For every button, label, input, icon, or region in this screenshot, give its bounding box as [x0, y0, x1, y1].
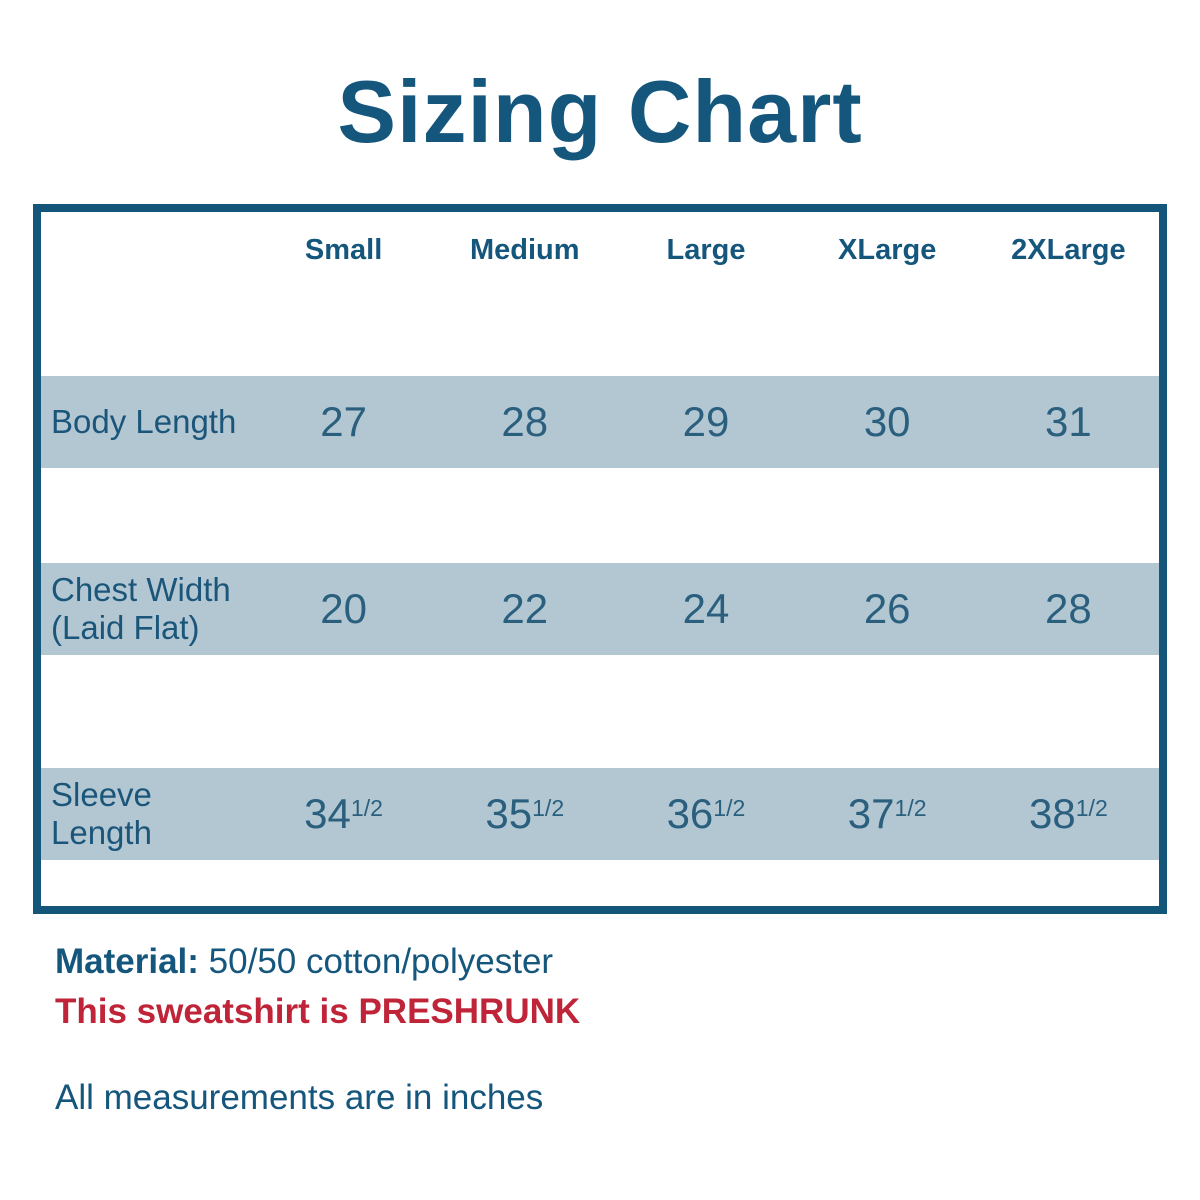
cell-value-fraction: 1/2 [894, 794, 927, 821]
row-spacer [41, 468, 1159, 563]
row-label: Body Length [51, 403, 237, 441]
preshrunk-word: PRESHRUNK [358, 992, 581, 1032]
cell-sleeve-length-large [615, 790, 796, 838]
row-label: Sleeve Length [51, 776, 152, 852]
column-header-medium: Medium [470, 234, 580, 267]
cell-value-fraction: 1/2 [713, 794, 746, 821]
cell-chest-width-large [615, 585, 796, 633]
material-line [55, 942, 1200, 982]
cell-sleeve-length-2xlarge [978, 790, 1159, 838]
column-header-2xlarge: 2XLarge [1011, 234, 1126, 267]
notes-section [55, 942, 1200, 1118]
column-header-large: Large [666, 234, 746, 267]
material-label: Material: [55, 942, 199, 982]
cell-value-base: 31 [1045, 398, 1092, 446]
table-row-chest-width [41, 563, 1159, 655]
cell-value-fraction: 1/2 [1075, 794, 1108, 821]
cell-value-fraction: 1/2 [350, 794, 383, 821]
cell-value-base: 26 [863, 585, 911, 633]
cell-value-base: 36 [666, 790, 714, 838]
cell-value-base: 28 [1045, 585, 1092, 633]
cell-body-length-small [253, 398, 434, 446]
cell-chest-width-xlarge [797, 585, 978, 633]
cell-value-fraction: 1/2 [532, 794, 565, 821]
table-header-row [41, 212, 1159, 376]
measurements-note: All measurements are in inches [55, 1078, 544, 1118]
cell-value-base: 27 [320, 398, 367, 446]
cell-chest-width-medium [434, 585, 615, 633]
cell-value-base: 20 [320, 585, 367, 633]
cell-chest-width-2xlarge [978, 585, 1159, 633]
column-header-small: Small [304, 234, 383, 267]
row-label-sub: (Laid Flat) [51, 609, 200, 647]
cell-value-base: 35 [485, 790, 533, 838]
cell-value-base: 22 [501, 585, 549, 633]
sizing-table [33, 204, 1167, 914]
row-spacer [41, 655, 1159, 768]
cell-value-base: 30 [863, 398, 911, 446]
column-header-xlarge: XLarge [838, 234, 937, 267]
cell-value-base: 37 [847, 790, 895, 838]
cell-value-base: 28 [501, 398, 549, 446]
cell-value-base: 24 [682, 585, 730, 633]
cell-value-base: 29 [682, 398, 730, 446]
cell-body-length-medium [434, 398, 615, 446]
preshrunk-prefix: This sweatshirt is [55, 992, 349, 1032]
cell-sleeve-length-xlarge [797, 790, 978, 838]
page-title: Sizing Chart [337, 62, 863, 161]
table-row-sleeve-length [41, 768, 1159, 860]
table-row-body-length [41, 376, 1159, 468]
preshrunk-line [55, 992, 1200, 1032]
row-label-cell [41, 403, 253, 441]
cell-body-length-xlarge [797, 398, 978, 446]
cell-sleeve-length-medium [434, 790, 615, 838]
cell-body-length-2xlarge [978, 398, 1159, 446]
cell-body-length-large [615, 398, 796, 446]
cell-value-base: 38 [1028, 790, 1076, 838]
cell-value-base: 34 [304, 790, 351, 838]
cell-sleeve-length-small [253, 790, 434, 838]
row-label: Chest Width [51, 571, 231, 609]
cell-chest-width-small [253, 585, 434, 633]
row-label-cell [41, 776, 253, 852]
row-label-cell [41, 571, 253, 647]
material-value: 50/50 cotton/polyester [208, 942, 554, 982]
